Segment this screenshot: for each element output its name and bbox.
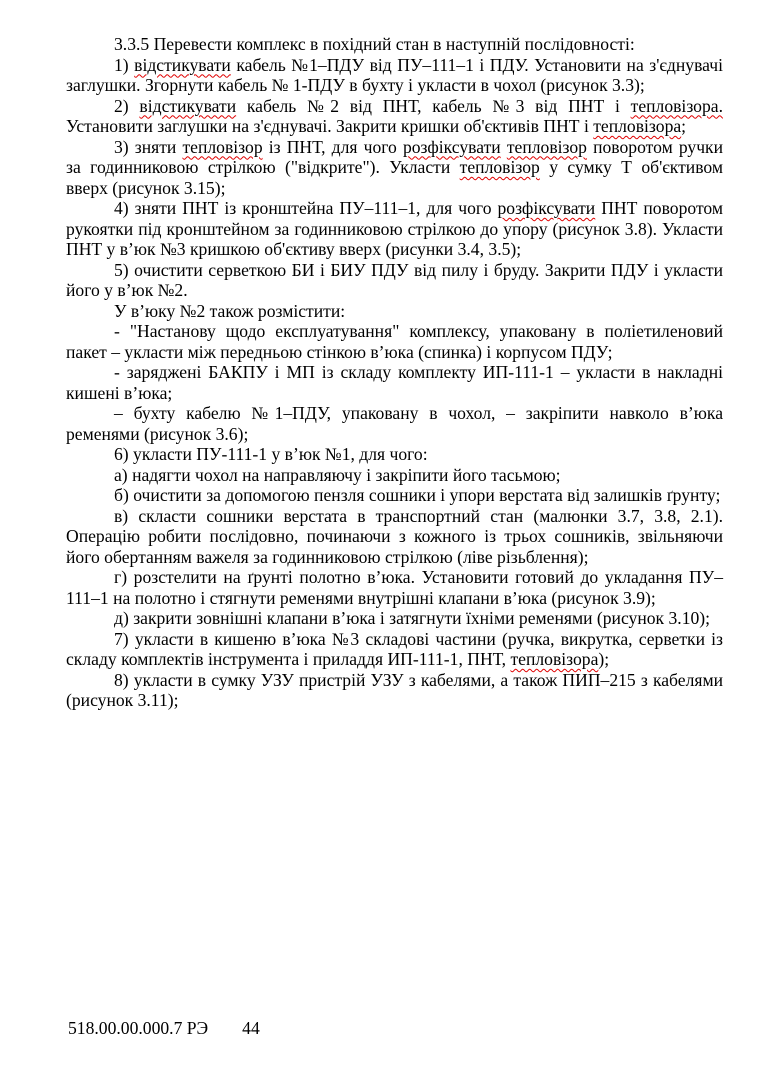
paragraph xyxy=(66,567,723,608)
spellcheck-flagged-word: тепловізора xyxy=(593,116,682,136)
spellcheck-flagged-word: тепловізор xyxy=(182,136,263,157)
paragraph xyxy=(66,506,723,568)
document-code: 518.00.00.000.7 РЭ xyxy=(68,1018,209,1038)
paragraph xyxy=(66,55,723,96)
text-run: 3) зняти xyxy=(114,136,183,157)
spellcheck-flagged-word: тепловізора. xyxy=(630,95,723,116)
paragraph xyxy=(66,444,723,465)
text-run: кабель №1–ПДУ від ПУ–111–1 і ПДУ. Установити на з'єднувачі заглушки. Згорнути кабель № 1-ПДУ в бухту і укласти в чохол (рисунок 3.3); xyxy=(66,54,723,95)
text-run: Установити заглушки на з'єднувачі. Закрити кришки об'єктивів ПНТ і xyxy=(66,116,594,136)
text-run: поворотом ручки за годинниковою стрілкою ("відкрите"). Укласти xyxy=(66,136,724,177)
paragraph xyxy=(66,608,723,629)
spellcheck-flagged-word: відстикувати xyxy=(134,54,231,75)
paragraph xyxy=(66,362,723,403)
text-run: 1) xyxy=(114,54,135,75)
text-run: г) розстелити на ґрунті полотно в’юка. Установити готовий до укладання ПУ–111–1 на полотно і стягнути ременями внутрішні клапани в’юка (рисунок 3.9); xyxy=(66,567,723,608)
spellcheck-flagged-word: розфіксувати xyxy=(402,136,501,157)
text-run: 6) укласти ПУ-111-1 у в’юк №1, для чого: xyxy=(114,444,428,464)
text-run: у сумку Т об'єктивом вверх (рисунок 3.15); xyxy=(66,157,723,198)
text-run: кабель №2 від ПНТ, кабель №3 від ПНТ і xyxy=(236,95,631,116)
paragraph xyxy=(66,137,723,199)
text-run: із ПНТ, для чого xyxy=(262,136,403,157)
text-run: 8) укласти в сумку УЗУ пристрій УЗУ з кабелями, а також ПИП–215 з кабелями (рисунок 3.11); xyxy=(66,669,723,710)
paragraph xyxy=(66,301,723,322)
text-run: 4) зняти ПНТ із кронштейна ПУ–111–1, для чого xyxy=(114,198,498,218)
text-run: – бухту кабелю №1–ПДУ, упаковану в чохол, – закріпити навколо в’юка ременями (рисунок 3.6); xyxy=(66,403,723,444)
page-footer xyxy=(68,1018,260,1038)
text-run: ); xyxy=(598,649,610,669)
text-run: 3.3.5 Перевести комплекс в похідний стан в наступній послідовності: xyxy=(114,34,635,54)
paragraph xyxy=(66,670,723,711)
spellcheck-flagged-word: тепловізора xyxy=(510,649,599,669)
text-run: а) надягти чохол на направляючу і закріпити його тасьмою; xyxy=(114,464,561,485)
paragraph xyxy=(66,321,723,362)
spellcheck-flagged-word: тепловізор xyxy=(506,136,587,157)
text-run: ПНТ поворотом рукоятки під кронштейном за годинниковою стрілкою до упору (рисунок 3.8). Укласти ПНТ у в’юк №3 кришкою об'єктиву вверх (рисунки 3.4, 3.5); xyxy=(66,198,723,259)
text-run: 7) укласти в кишеню в’юка №3 складові частини (ручка, викрутка, серветки із складу комплектів інструмента і приладдя ИП-111-1, ПНТ, xyxy=(66,628,723,669)
spellcheck-flagged-word: відстикувати xyxy=(139,95,237,116)
paragraph xyxy=(66,629,723,670)
text-run: У в’юку №2 також розмістити: xyxy=(114,300,346,321)
paragraph xyxy=(66,465,723,486)
text-run: 2) xyxy=(114,95,140,116)
text-run: б) очистити за допомогою пензля сошники і упори верстата від залишків ґрунту; xyxy=(114,485,721,505)
text-run: д) закрити зовнішні клапани в’юка і затягнути їхніми ременями (рисунок 3.10); xyxy=(114,608,711,628)
paragraph xyxy=(66,260,723,301)
document-body xyxy=(66,34,723,711)
paragraph xyxy=(66,198,723,260)
text-run: в) скласти сошники верстата в транспортний стан (малюнки 3.7, 3.8, 2.1). Операцію робити послідовно, починаючи з кожного із трьох сошників, звільняючи його обертанням важеля за годинниковою стрілкою (ліве різьблення); xyxy=(66,505,723,567)
page-number: 44 xyxy=(242,1018,260,1038)
text-run: - "Настанову щодо експлуатування" комплексу, упаковану в поліетиленовий пакет – укласти між передньою стінкою в’юка (спинка) і корпусом ПДУ; xyxy=(66,321,723,362)
paragraph xyxy=(66,403,723,444)
spellcheck-flagged-word: розфіксувати xyxy=(497,198,596,218)
paragraph xyxy=(66,34,723,55)
paragraph xyxy=(66,485,723,506)
text-run: ; xyxy=(681,116,687,136)
text-run: 5) очистити серветкою БИ і БИУ ПДУ від пилу і бруду. Закрити ПДУ і укласти його у в’юк №2. xyxy=(66,259,723,300)
paragraph xyxy=(66,96,723,137)
spellcheck-flagged-word: тепловізор xyxy=(459,157,540,177)
text-run: - заряджені БАКПУ і МП із складу комплекту ИП-111-1 – укласти в накладні кишені в’юка; xyxy=(66,362,723,403)
